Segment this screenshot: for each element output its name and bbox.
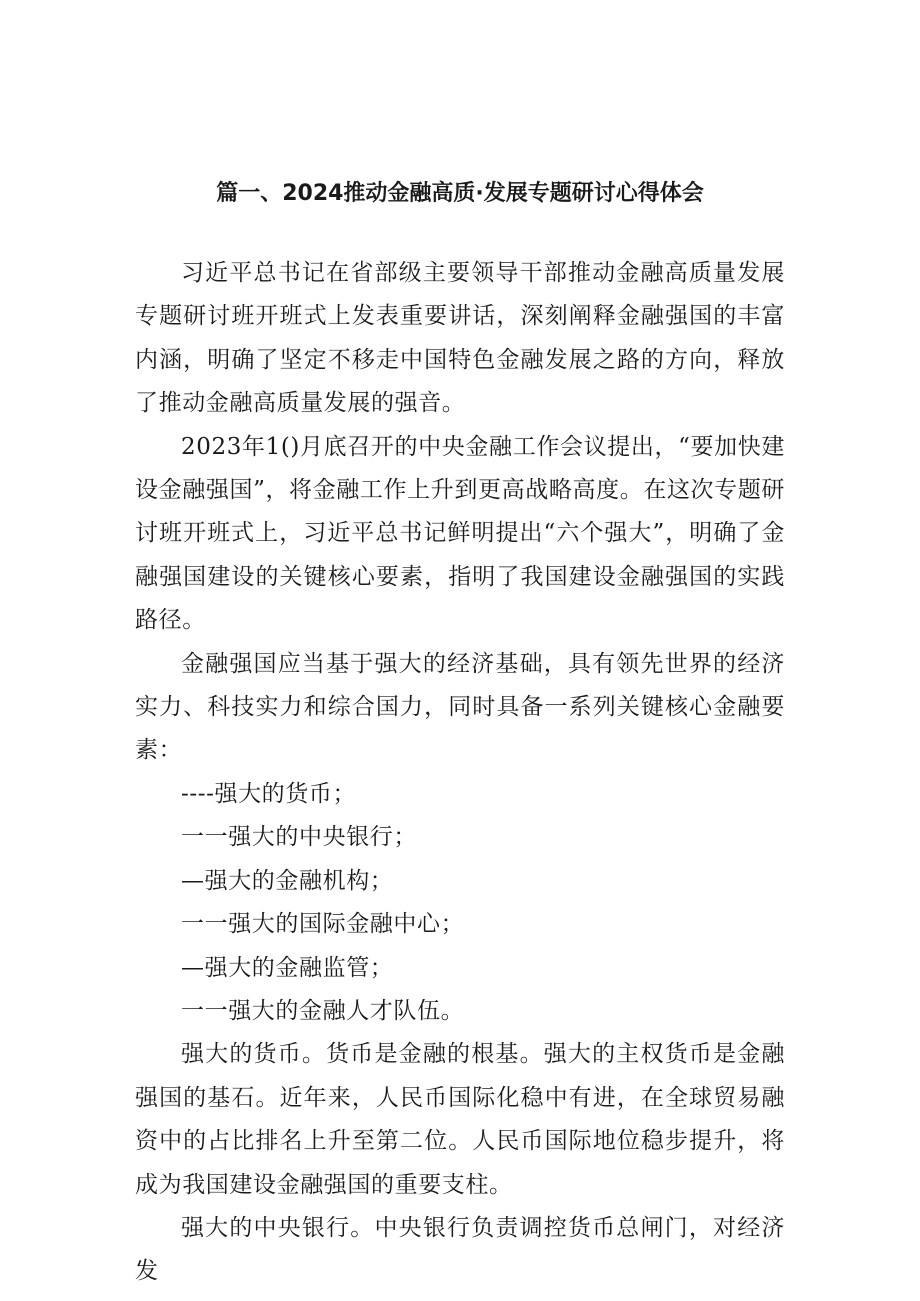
paragraph-conference: 2023年1()月底召开的中央金融工作会议提出，“要加快建设金融强国”，将金融工作上升到更高战略高度。在这次专题研讨班开班式上，习近平总书记鲜明提出“六个强大”，明确了金融强国建设的关键核心要素，指明了我国建设金融强国的实践路径。: [135, 433, 785, 634]
document-title: 篇一、2024推动金融高质·发展专题研讨心得体会: [216, 181, 704, 206]
document-body: [135, 252, 785, 1294]
list-item-currency: ----强大的货币；: [181, 780, 357, 807]
paragraph-elements-intro: 金融强国应当基于强大的经济基础，具有领先世界的经济实力、科技实力和综合国力，同时具备一系列关键核心金融要素：: [135, 650, 785, 764]
paragraph-central-bank: 强大的中央银行。中央银行负责调控货币总闸门，对经济发: [135, 1214, 785, 1285]
list-item-talent: 一一强大的金融人才队伍。: [181, 997, 465, 1024]
list-item-supervision: —强大的金融监管；: [181, 954, 394, 981]
list-item-central-bank: 一一强大的中央银行；: [181, 824, 417, 851]
list-item-financial-institutions: —强大的金融机构；: [181, 867, 394, 894]
list-item-financial-center: 一一强大的国际金融中心；: [181, 911, 465, 938]
paragraph-strong-currency: 强大的货币。货币是金融的根基。强大的主权货币是金融强国的基石。近年来，人民币国际化稳中有进，在全球贸易融资中的占比排名上升至第二位。人民币国际地位稳步提升，将成为我国建设金融强国的重要支柱。: [135, 1041, 785, 1198]
paragraph-intro: 习近平总书记在省部级主要领导干部推动金融高质量发展专题研讨班开班式上发表重要讲话，深刻阐释金融强国的丰富内涵，明确了坚定不移走中国特色金融发展之路的方向，释放了推动金融高质量发展的强音。: [135, 260, 785, 417]
